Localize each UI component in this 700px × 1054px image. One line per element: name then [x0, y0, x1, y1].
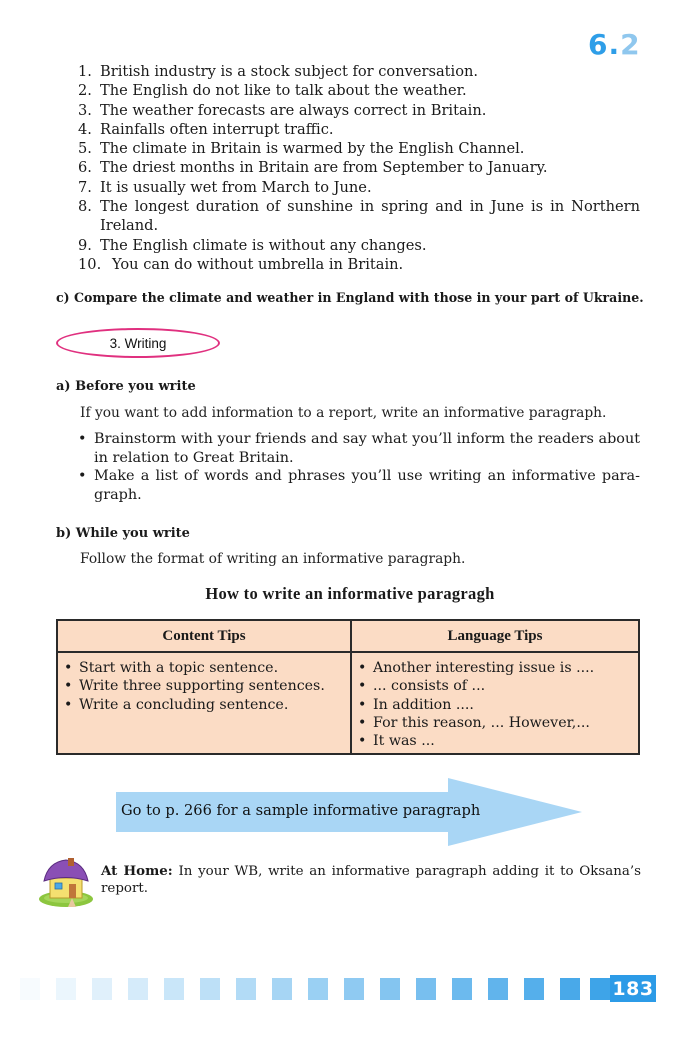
item-text: It is usually wet from March to June.: [100, 178, 372, 196]
bullet-icon: •: [358, 660, 367, 676]
list-item: [78, 81, 640, 100]
tip-text: Start with a topic sentence.: [79, 660, 279, 676]
item-text: The English climate is without any changes.: [100, 236, 427, 254]
item-text: Rainfalls often interrupt traffic.: [100, 120, 334, 138]
list-item: [78, 120, 640, 139]
writing-section-badge: 3. Writing: [56, 328, 220, 358]
at-home-task: [101, 863, 641, 897]
house-icon: [38, 856, 94, 908]
item-number: 1.: [78, 63, 92, 80]
list-item: [78, 467, 640, 504]
language-tips-cell: [351, 652, 639, 754]
list-item: [358, 714, 634, 732]
tip-text: ... consists of ...: [373, 678, 486, 695]
language-tips-header: Language Tips: [351, 620, 639, 652]
bullet-icon: •: [64, 660, 73, 676]
item-number: 5.: [78, 140, 92, 158]
bullet-icon: •: [358, 696, 367, 713]
content-tips-cell: [57, 652, 351, 754]
list-item: [78, 139, 640, 158]
tip-text: Write a concluding sentence.: [79, 696, 289, 713]
bullet-icon: •: [78, 468, 87, 484]
item-text: The weather forecasts are always correct in Britain.: [100, 101, 487, 119]
list-item: [78, 255, 640, 274]
item-text: The climate in Britain is warmed by the English Channel.: [100, 140, 525, 158]
item-text: British industry is a stock subject for conversation.: [100, 63, 479, 80]
bullet-icon: •: [358, 733, 367, 750]
list-item: [358, 677, 634, 695]
tip-text: Another interesting issue is ....: [373, 660, 595, 676]
list-item: [78, 236, 640, 255]
item-number: 2.: [78, 82, 92, 100]
item-number: 10.: [78, 255, 102, 273]
item-number: 3.: [78, 101, 92, 119]
item-number: 9.: [78, 236, 92, 254]
list-item: [64, 659, 346, 677]
bullet-icon: •: [358, 678, 367, 695]
bullet-icon: •: [64, 696, 73, 713]
list-item: [78, 62, 640, 81]
before-you-write-intro: If you want to add information to a report, write an informative paragraph.: [80, 405, 607, 421]
bullet-icon: •: [78, 431, 87, 447]
section-dot: .: [608, 28, 621, 61]
tip-text: Write three supporting sentences.: [79, 678, 325, 695]
tip-text: In addition ....: [373, 696, 474, 713]
list-item: [78, 197, 640, 236]
while-you-write-heading: b) While you write: [56, 526, 190, 541]
item-number: 4.: [78, 120, 92, 138]
item-text: The driest months in Britain are from September to January.: [100, 159, 548, 177]
task-c-instruction: c) Compare the climate and weather in England with those in your part of Ukraine.: [56, 290, 644, 305]
section-minor: 2: [620, 28, 641, 61]
bullet-icon: •: [64, 678, 73, 695]
item-text: You can do without umbrella in Britain.: [112, 255, 404, 273]
bullet-text: Make a list of words and phrases you’ll use writing an informative para-graph.: [94, 468, 640, 503]
table-title: How to write an informative paragragh: [205, 584, 495, 603]
while-you-write-intro: Follow the format of writing an informative paragraph.: [80, 551, 466, 567]
item-text: The English do not like to talk about the weather.: [100, 82, 467, 100]
bullet-icon: •: [358, 714, 367, 731]
tip-text: For this reason, ... However,...: [373, 714, 590, 731]
at-home-text: In your WB, write an informative paragraph adding it to Oksana’s report.: [101, 864, 641, 896]
list-item: [64, 677, 346, 695]
item-number: 8.: [78, 198, 92, 216]
list-item: [358, 696, 634, 714]
at-home-label: At Home:: [101, 863, 173, 879]
tip-text: It was ...: [373, 733, 435, 750]
list-item: [78, 430, 640, 467]
bullet-text: Brainstorm with your friends and say what you’ll inform the readers about in relation to Great Britain.: [94, 431, 640, 466]
item-text: The longest duration of sunshine in spring and in June is in Northern Ireland.: [100, 198, 640, 235]
before-you-write-bullets: [78, 430, 640, 504]
list-item: [78, 158, 640, 177]
tips-table: [56, 619, 640, 755]
list-item: [78, 101, 640, 120]
list-item: [358, 659, 634, 677]
section-number: [588, 28, 641, 61]
item-number: 6.: [78, 159, 92, 177]
content-tips-header: Content Tips: [57, 620, 351, 652]
page-number: 183: [610, 975, 656, 1002]
before-you-write-heading: a) Before you write: [56, 379, 196, 394]
list-item: [358, 732, 634, 750]
statements-list: [78, 62, 640, 274]
list-item: [64, 696, 346, 714]
decorative-strip: [20, 978, 610, 1000]
item-number: 7.: [78, 178, 92, 196]
section-major: 6: [588, 28, 609, 61]
goto-sample-link-text: Go to p. 266 for a sample informative paragraph: [121, 802, 481, 819]
list-item: [78, 178, 640, 197]
